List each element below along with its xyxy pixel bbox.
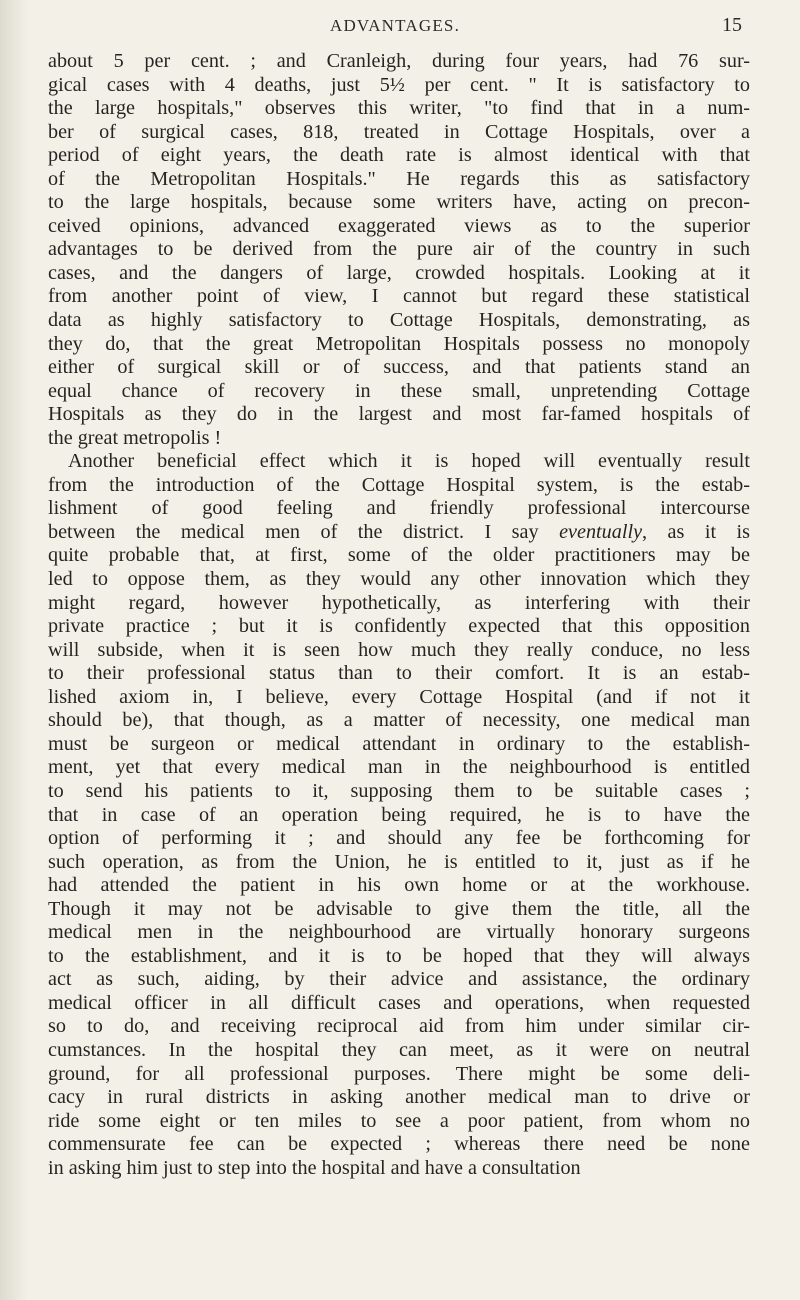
paragraph-start-line: Another beneficial effect which it is hoped will eventually result (68, 450, 750, 473)
text-line: period of eight years, the death rate is almost identical with that (48, 144, 750, 167)
text-line: ceived opinions, advanced exaggerated views as to the superior (48, 214, 750, 237)
body-text (48, 50, 750, 1180)
text-line: cacy in rural districts in asking another medical man to drive or (48, 1086, 750, 1109)
emphasis-word: eventually (559, 520, 643, 543)
text-line: had attended the patient in his own home or at the workhouse. (48, 874, 750, 897)
text-line: equal chance of recovery in these small, unpretending Cottage (48, 379, 750, 402)
text-line: to their professional status than to their comfort. It is an estab- (48, 662, 750, 685)
text-line: about 5 per cent. ; and Cranleigh, during four years, had 76 sur- (48, 50, 750, 72)
text-line: to send his patients to it, supposing them to be suitable cases ; (48, 779, 750, 802)
text-line: private practice ; but it is confidently expected that this opposition (48, 615, 750, 638)
text-line: to the establishment, and it is to be hoped that they will always (48, 944, 750, 967)
text-line: they do, that the great Metropolitan Hospitals possess no monopoly (48, 332, 750, 355)
text-line: in asking him just to step into the hospital and have a consultation (48, 1156, 581, 1179)
text-line: ground, for all professional purposes. There might be some deli- (48, 1062, 750, 1085)
text-line: the large hospitals," observes this writer, "to find that in a num- (48, 97, 750, 120)
text-line: that in case of an operation being required, he is to have the (48, 803, 750, 826)
text-line: Though it may not be advisable to give them the title, all the (48, 897, 750, 920)
text-line: so to do, and receiving reciprocal aid from him under similar cir- (48, 1015, 750, 1038)
text-line: ment, yet that every medical man in the neighbourhood is entitled (48, 756, 750, 779)
text-line: act as such, aiding, by their advice and assistance, the ordinary (48, 968, 750, 991)
running-head-title: ADVANTAGES. (329, 16, 461, 35)
text-line: option of performing it ; and should any fee be forthcoming for (48, 827, 750, 850)
text-line: data as highly satisfactory to Cottage Hospitals, demonstrating, as (48, 309, 750, 332)
text-line: quite probable that, at first, some of the older practitioners may be (48, 544, 750, 567)
text-line: from the introduction of the Cottage Hospital system, is the estab- (48, 473, 750, 496)
page-number: 15 (722, 14, 742, 36)
text-line: lishment of good feeling and friendly professional intercourse (48, 497, 750, 520)
text-line: such operation, as from the Union, he is entitled to it, just as if he (48, 850, 750, 873)
text-line: should be), that though, as a matter of necessity, one medical man (48, 709, 750, 732)
text-line: lished axiom in, I believe, every Cottage Hospital (and if not it (48, 685, 750, 708)
text-line: either of surgical skill or of success, and that patients stand an (48, 356, 750, 379)
text-line: of the Metropolitan Hospitals." He regards this as satisfactory (48, 167, 750, 190)
text-line: to the large hospitals, because some writers have, acting on precon- (48, 191, 750, 214)
text-line: cumstances. In the hospital they can meet, as it were on neutral (48, 1038, 750, 1061)
text-line: might regard, however hypothetically, as interfering with their (48, 591, 750, 614)
text-line: led to oppose them, as they would any other innovation which they (48, 568, 750, 591)
text-line: will subside, when it is seen how much they really conduce, no less (48, 638, 750, 661)
text-line: ber of surgical cases, 818, treated in Cottage Hospitals, over a (48, 120, 750, 143)
running-head (48, 12, 742, 40)
text-line: gical cases with 4 deaths, just 5½ per cent. " It is satisfactory to (48, 73, 750, 96)
text-line: ride some eight or ten miles to see a poor patient, from whom no (48, 1109, 750, 1132)
text-line: the great metropolis ! (48, 426, 222, 449)
text-line: advantages to be derived from the pure air of the country in such (48, 238, 750, 261)
text-line: medical men in the neighbourhood are virtually honorary surgeons (48, 921, 750, 944)
text-line: cases, and the dangers of large, crowded hospitals. Looking at it (48, 261, 750, 284)
text-line: must be surgeon or medical attendant in ordinary to the establish- (48, 732, 750, 755)
text-line: from another point of view, I cannot but regard these statistical (48, 285, 750, 308)
text-line: medical officer in all difficult cases and operations, when requested (48, 991, 750, 1014)
text-line: between the medical men of the district. I say eventually, as it is (48, 520, 751, 543)
text-line: commensurate fee can be expected ; whereas there need be none (48, 1133, 750, 1156)
text-line: Hospitals as they do in the largest and most far-famed hospitals of (48, 403, 750, 426)
